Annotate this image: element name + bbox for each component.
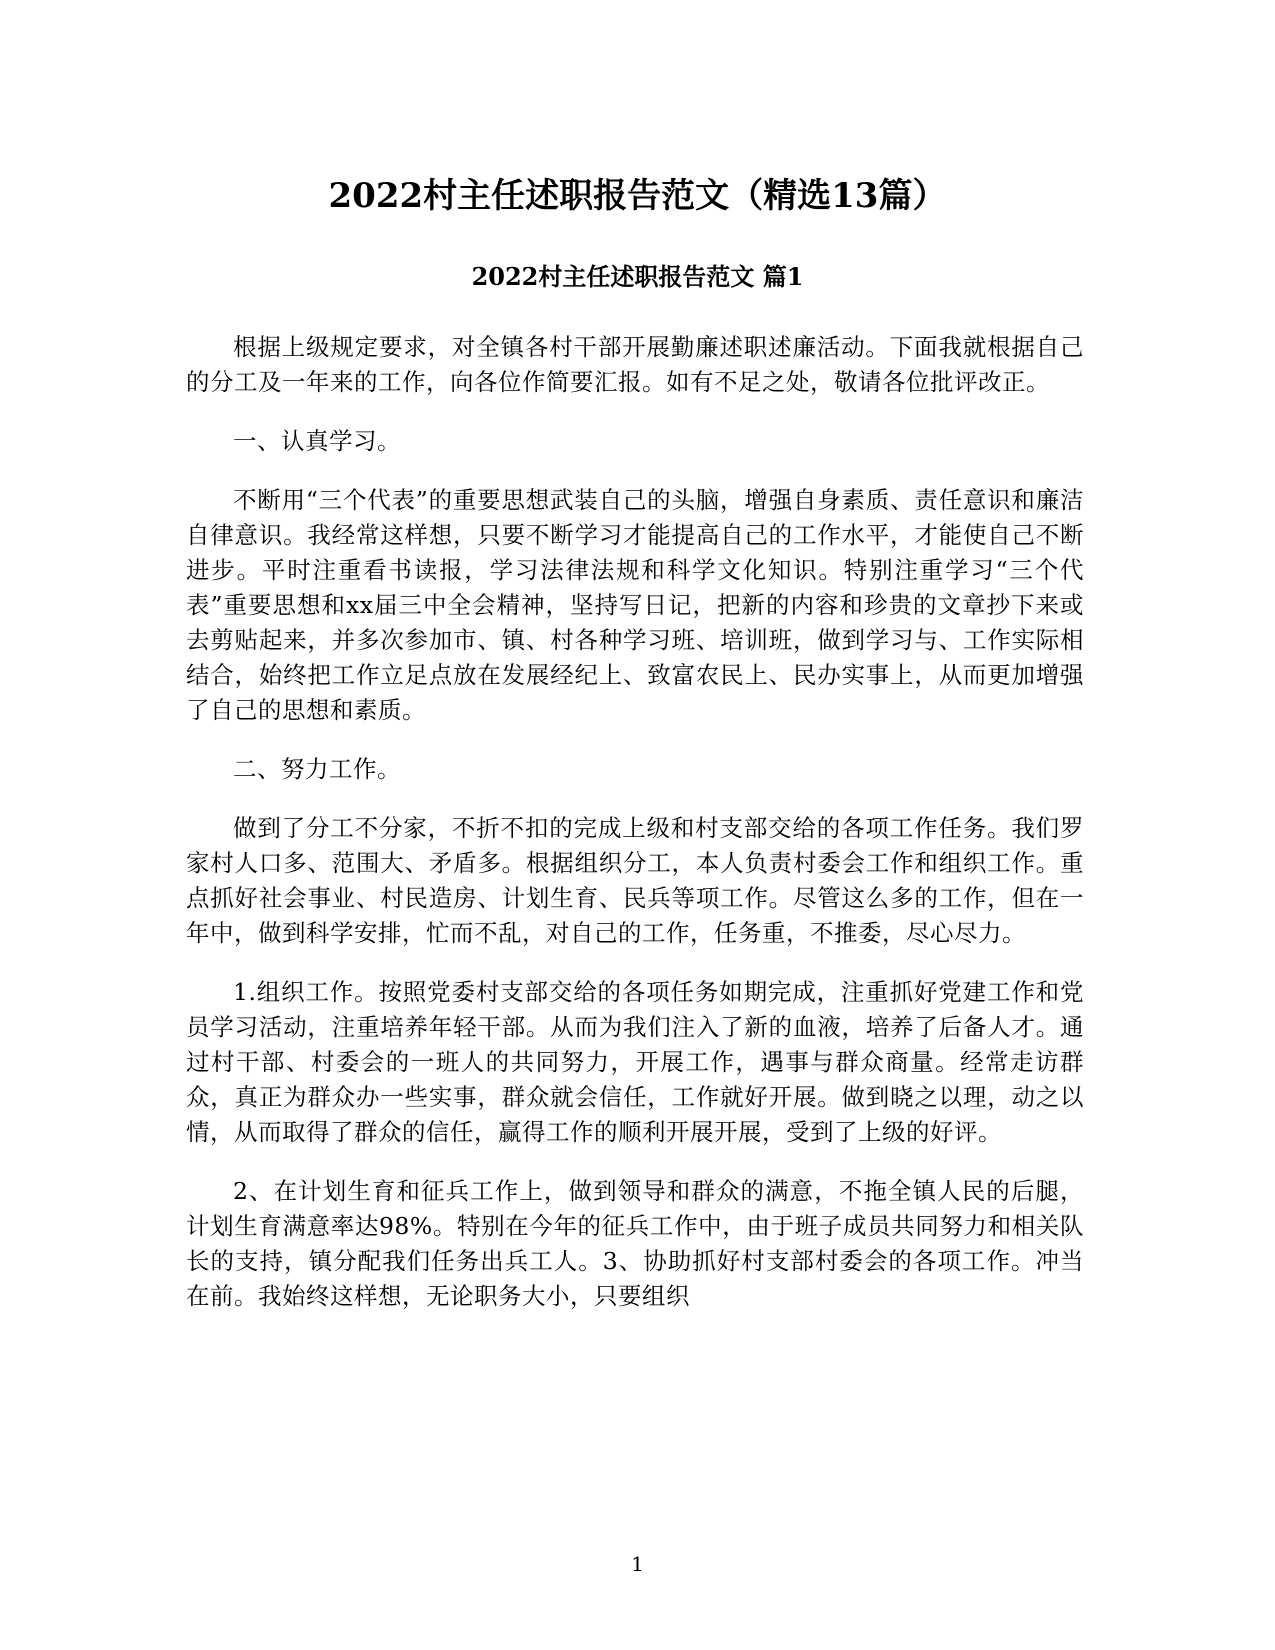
paragraph-intro: 根据上级规定要求，对全镇各村干部开展勤廉述职述廉活动。下面我就根据自己的分工及一年来的工作，向各位作简要汇报。如有不足之处，敬请各位批评改正。 bbox=[186, 333, 1084, 396]
document-body bbox=[186, 330, 1084, 1338]
paragraph-study: 不断用“三个代表”的重要思想武装自己的头脑，增强自身素质、责任意识和廉洁自律意识。我经常这样想，只要不断学习才能提高自己的工作水平，才能使自己不断进步。平时注重看书读报，学习法律法规和科学文化知识。特别注重学习“三个代表”重要思想和xx届三中全会精神，坚持写日记，把新的内容和珍贵的文章抄下来或去剪贴起来，并多次参加市、镇、村各种学习班、培训班，做到学习与、工作实际相结合，始终把工作立足点放在发展经纪上、致富农民上、民办实事上，从而更加增强了自己的思想和素质。 bbox=[186, 486, 1084, 724]
paragraph-organization: 1.组织工作。按照党委村支部交给的各项任务如期完成，注重抓好党建工作和党员学习活动，注重培养年轻干部。从而为我们注入了新的血液，培养了后备人才。通过村干部、村委会的一班人的共同努力，开展工作，遇事与群众商量。经常走访群众，真正为群众办一些实事，群众就会信任，工作就好开展。做到晓之以理，动之以情，从而取得了群众的信任，赢得工作的顺利开展开展，受到了上级的好评。 bbox=[186, 978, 1084, 1146]
heading-work: 二、努力工作。 bbox=[233, 755, 401, 783]
section-title: 2022村主任述职报告范文 篇1 bbox=[471, 262, 804, 291]
paragraph-family-planning: 2、在计划生育和征兵工作上，做到领导和群众的满意，不拖全镇人民的后腿，计划生育满意率达98%。特别在今年的征兵工作中，由于班子成员共同努力和相关队长的支持，镇分配我们任务出兵工人。3、协助抓好村支部村委会的各项工作。冲当在前。我始终这样想，无论职务大小，只要组织 bbox=[186, 1177, 1084, 1310]
paragraph-work: 做到了分工不分家，不折不扣的完成上级和村支部交给的各项工作任务。我们罗家村人口多、范围大、矛盾多。根据组织分工，本人负责村委会工作和组织工作。重点抓好社会事业、村民造房、计划生育、民兵等项工作。尽管这么多的工作，但在一年中，做到科学安排，忙而不乱，对自己的工作，任务重，不推委，尽心尽力。 bbox=[186, 814, 1084, 947]
heading-study: 一、认真学习。 bbox=[233, 427, 401, 455]
page-number: 1 bbox=[631, 1552, 644, 1576]
document-title: 2022村主任述职报告范文（精选13篇） bbox=[328, 176, 947, 216]
